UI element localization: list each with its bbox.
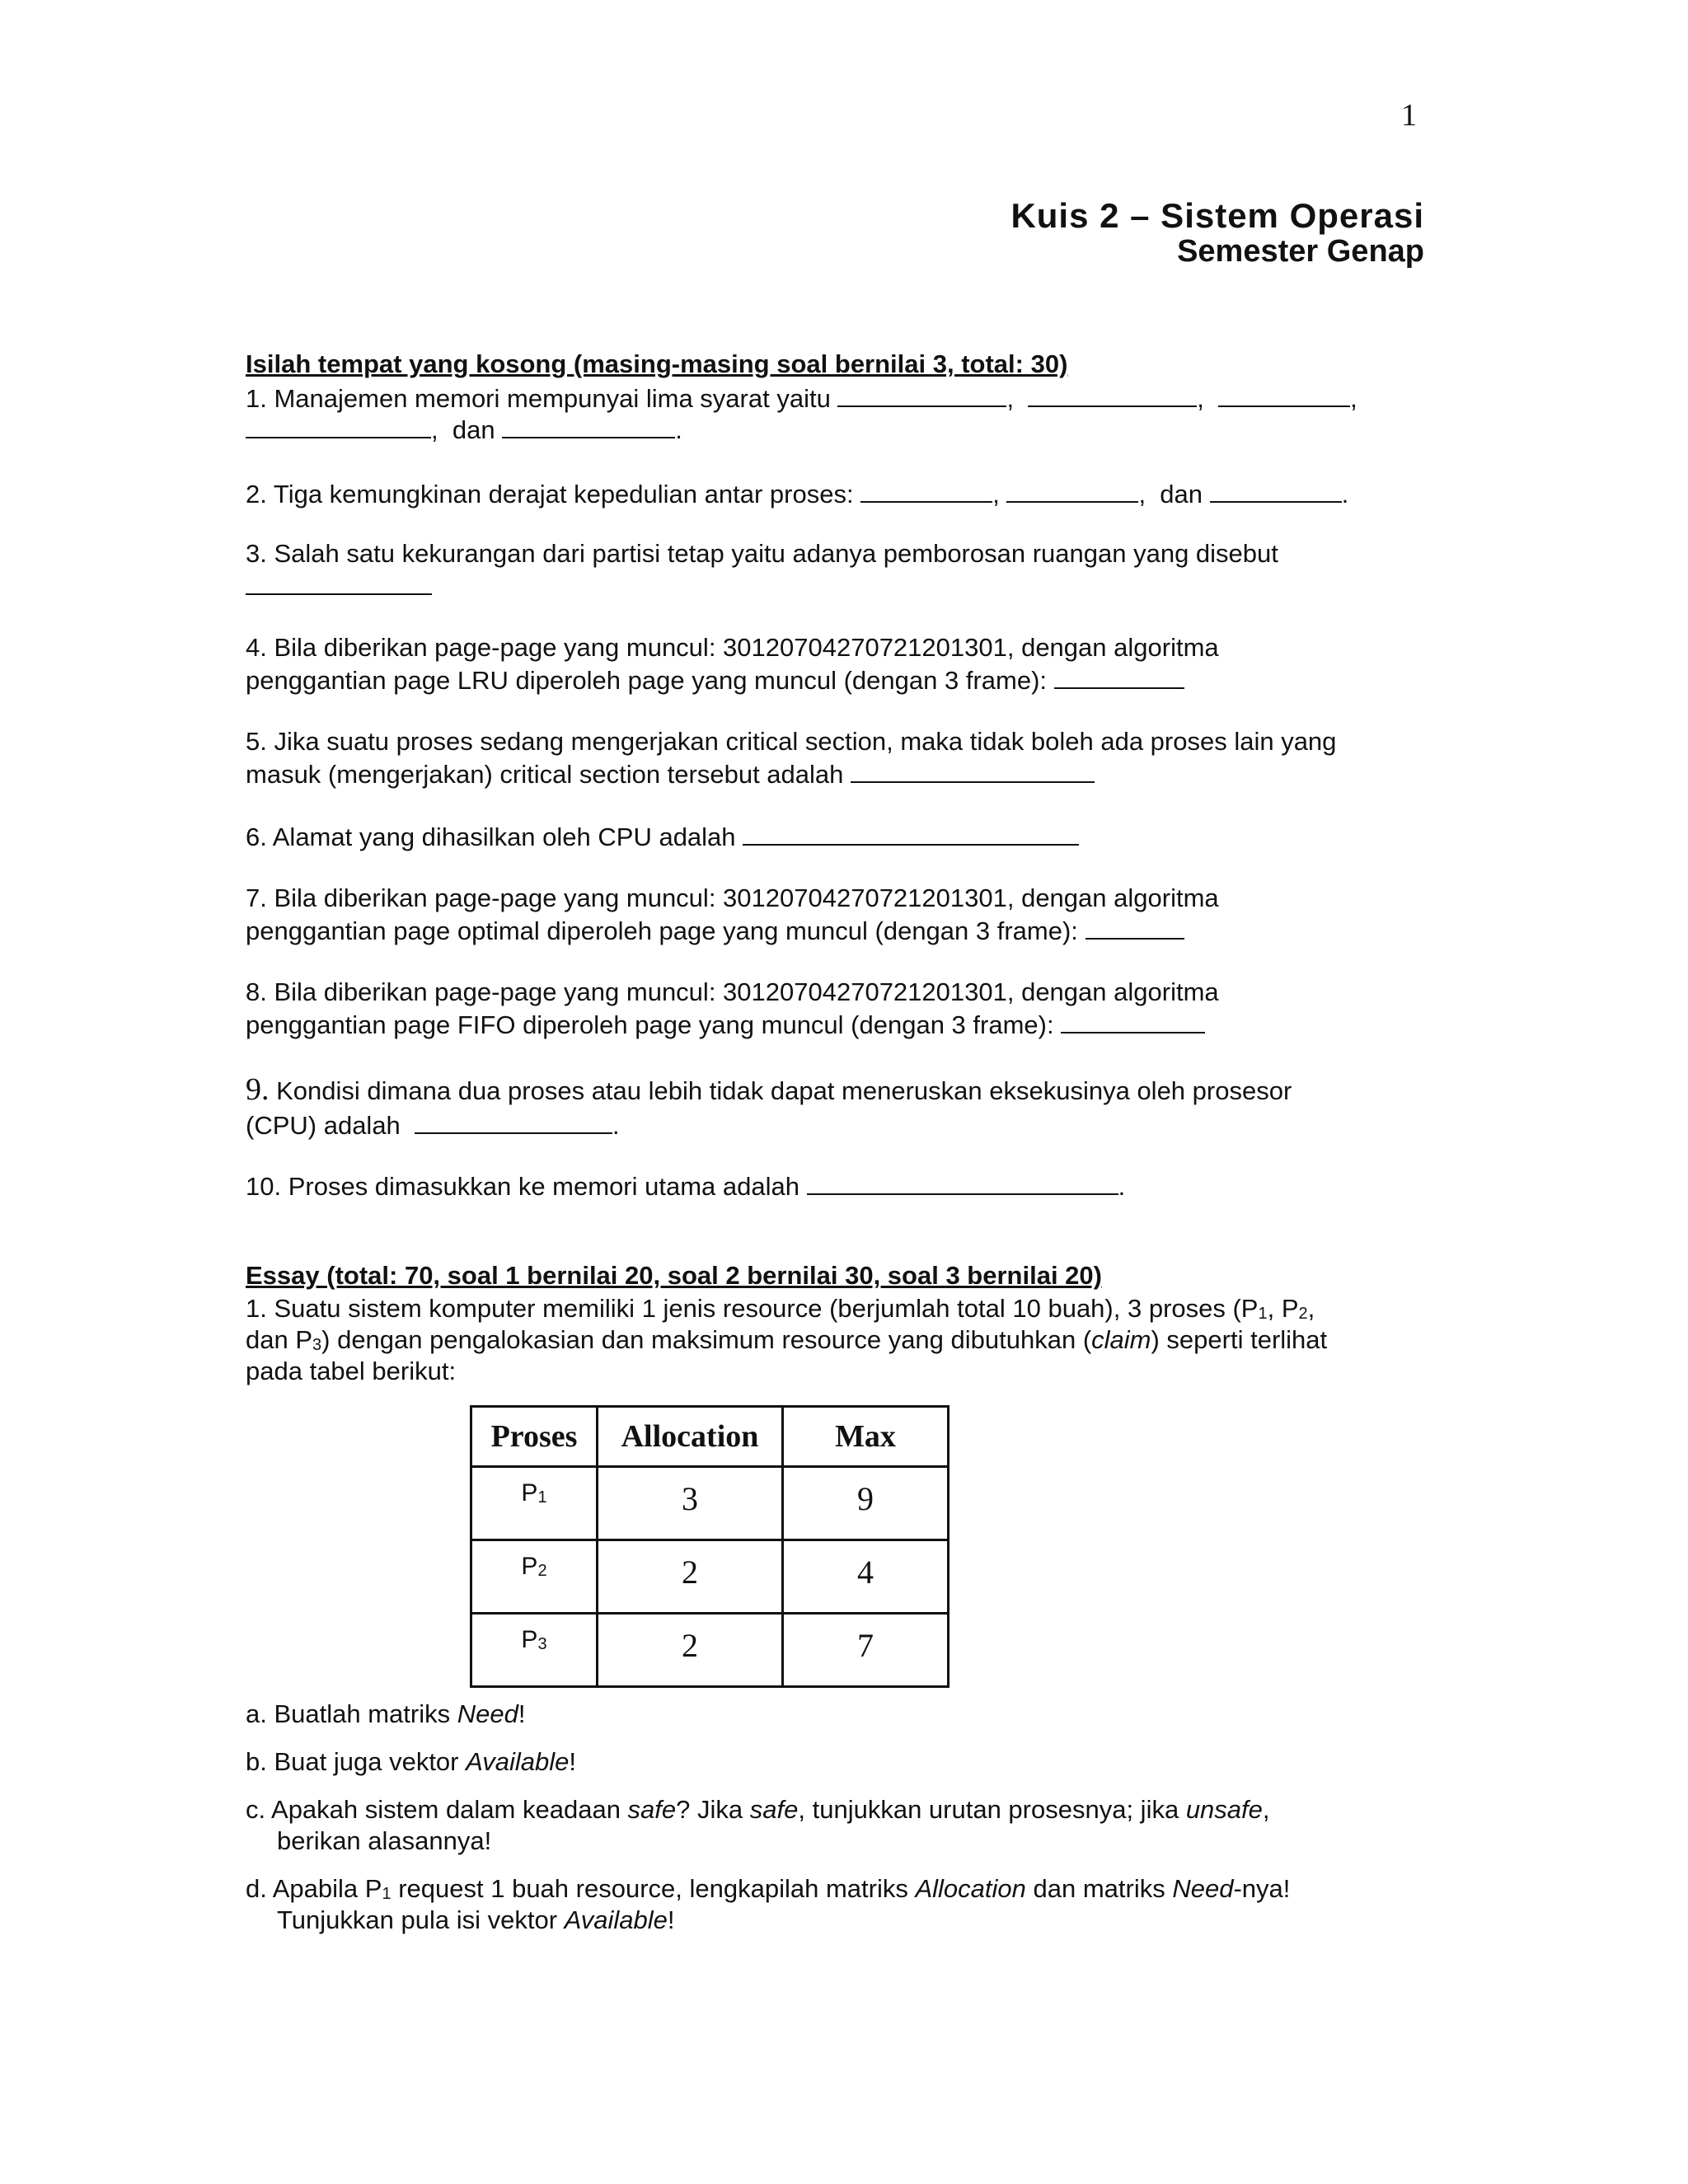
question-text: a. Buatlah matriks	[246, 1699, 457, 1728]
question-9-line-1	[246, 1071, 1292, 1108]
subscript: 1	[1258, 1305, 1268, 1323]
question-5-line-2	[246, 758, 1095, 790]
table-row	[471, 1614, 949, 1687]
question-3: 3. Salah satu kekurangan dari partisi tetap yaitu adanya pemborosan ruangan yang disebut	[246, 539, 1278, 568]
subscript: 2	[1298, 1305, 1308, 1323]
answer-blank	[1218, 382, 1350, 407]
question-text: !	[518, 1699, 526, 1728]
question-7-text: penggantian page optimal diperoleh page yang muncul (dengan 3 frame):	[246, 916, 1078, 945]
question-text: !	[667, 1905, 675, 1934]
subscript: 2	[537, 1562, 547, 1580]
essay-question-d-line-2	[246, 1905, 675, 1935]
section-heading-fill-in: Isilah tempat yang kosong (masing-masing soal bernilai 3, total: 30)	[246, 349, 1068, 378]
essay-1-claim: claim	[1091, 1325, 1151, 1354]
essay-question-d-line-1	[246, 1874, 1290, 1904]
essay-1-text: , P	[1267, 1294, 1299, 1323]
answer-blank	[851, 758, 1095, 783]
question-2-text: 2. Tiga kemungkinan derajat kepedulian antar proses:	[246, 480, 854, 509]
process-cell	[471, 1614, 598, 1687]
question-5-line-1: 5. Jika suatu proses sedang mengerjakan critical section, maka tidak boleh ada proses lain yang	[246, 727, 1337, 756]
max-cell: 4	[783, 1540, 949, 1614]
table-row	[471, 1467, 949, 1540]
answer-blank	[502, 414, 675, 438]
essay-1-line-2	[246, 1325, 1327, 1355]
question-2: 2. Tiga kemungkinan derajat kepedulian antar proses: , , dan .	[246, 480, 1349, 509]
question-2-and: dan	[1160, 480, 1203, 509]
table-row	[471, 1540, 949, 1614]
question-emphasis: safe	[627, 1795, 677, 1824]
question-8-line-2	[246, 1009, 1205, 1040]
question-emphasis: Allocation	[915, 1874, 1026, 1903]
question-emphasis: safe	[749, 1795, 799, 1824]
subscript: 1	[382, 1885, 392, 1903]
answer-blank	[1210, 478, 1342, 503]
question-5-text: masuk (mengerjakan) critical section tersebut adalah	[246, 760, 844, 789]
essay-question-c-line-1	[246, 1795, 1270, 1825]
process-name: P	[521, 1479, 538, 1507]
question-6-text: 6. Alamat yang dihasilkan oleh CPU adalah	[246, 823, 736, 851]
essay-1-text: dan P	[246, 1325, 313, 1354]
essay-question-b	[246, 1747, 576, 1777]
question-text: b. Buat juga vektor	[246, 1747, 467, 1776]
table-header-row	[471, 1407, 949, 1467]
answer-blank	[1006, 478, 1138, 503]
allocation-cell: 2	[598, 1614, 783, 1687]
answer-blank	[807, 1170, 1118, 1195]
question-emphasis: Need	[457, 1699, 518, 1728]
page-number: 1	[1401, 98, 1417, 133]
answer-blank	[246, 570, 432, 595]
column-header-max: Max	[783, 1407, 949, 1467]
answer-blank	[1028, 382, 1197, 407]
question-1-line-1: 1. Manajemen memori mempunyai lima syarat yaitu , , ,	[246, 384, 1357, 413]
question-8-text: penggantian page FIFO diperoleh page yang muncul (dengan 3 frame):	[246, 1010, 1054, 1039]
essay-question-c-line-2: berikan alasannya!	[277, 1826, 492, 1855]
question-emphasis: unsafe	[1185, 1795, 1263, 1824]
answer-blank	[1061, 1009, 1205, 1033]
essay-1-line-1	[246, 1294, 1315, 1324]
essay-1-line-3: pada tabel berikut:	[246, 1357, 457, 1385]
process-cell	[471, 1540, 598, 1614]
subscript: 3	[312, 1336, 322, 1354]
question-text: Tunjukkan pula isi vektor	[277, 1905, 565, 1934]
max-cell: 9	[783, 1467, 949, 1540]
document-subtitle: Semester Genap	[1177, 234, 1424, 269]
essay-1-text: ) dengan pengalokasian dan maksimum resource yang dibutuhkan (	[321, 1325, 1092, 1354]
answer-blank	[1054, 664, 1184, 689]
question-9-text: Kondisi dimana dua proses atau lebih tidak dapat meneruskan eksekusinya oleh prosesor	[276, 1076, 1292, 1105]
question-3-blank-line	[246, 570, 432, 602]
question-6	[246, 821, 1079, 852]
question-9-number: 9.	[246, 1072, 270, 1107]
subscript: 3	[537, 1635, 547, 1653]
column-header-allocation: Allocation	[598, 1407, 783, 1467]
question-text: -nya!	[1233, 1874, 1291, 1903]
question-4-line-1: 4. Bila diberikan page-page yang muncul: 30120704270721201301, dengan algoritma	[246, 633, 1219, 662]
answer-blank	[415, 1109, 612, 1134]
allocation-table	[470, 1405, 950, 1688]
question-9-line-2: (CPU) adalah .	[246, 1111, 620, 1140]
question-1-line-2: , dan .	[246, 414, 682, 445]
question-1-text: 1. Manajemen memori mempunyai lima syarat yaitu	[246, 384, 831, 413]
question-7-line-1: 7. Bila diberikan page-page yang muncul: 30120704270721201301, dengan algoritma	[246, 883, 1219, 912]
question-text: !	[569, 1747, 576, 1776]
column-header-proses: Proses	[471, 1407, 598, 1467]
question-emphasis: Available	[564, 1905, 668, 1934]
allocation-cell: 3	[598, 1467, 783, 1540]
max-cell: 7	[783, 1614, 949, 1687]
question-7-line-2	[246, 915, 1184, 946]
question-10-text: 10. Proses dimasukkan ke memori utama adalah	[246, 1172, 799, 1201]
question-1-and: dan	[452, 415, 495, 444]
question-text: ,	[1262, 1795, 1270, 1824]
answer-blank	[246, 414, 431, 438]
essay-question-a	[246, 1699, 525, 1729]
section-heading-essay: Essay (total: 70, soal 1 bernilai 20, soal 2 bernilai 30, soal 3 bernilai 20)	[246, 1261, 1102, 1290]
question-text: ? Jika	[676, 1795, 750, 1824]
answer-blank	[837, 382, 1006, 407]
question-emphasis: Need	[1172, 1874, 1234, 1903]
process-cell	[471, 1467, 598, 1540]
question-text: dan matriks	[1025, 1874, 1173, 1903]
process-name: P	[521, 1626, 538, 1653]
essay-1-text: ) seperti terlihat	[1151, 1325, 1328, 1354]
question-9-text-2: (CPU) adalah	[246, 1111, 401, 1140]
question-text: d. Apabila P	[246, 1874, 382, 1903]
process-name: P	[521, 1553, 538, 1580]
answer-blank	[860, 478, 992, 503]
document-title: Kuis 2 – Sistem Operasi	[1010, 196, 1424, 235]
question-4-text: penggantian page LRU diperoleh page yang muncul (dengan 3 frame):	[246, 666, 1048, 695]
essay-1-text: 1. Suatu sistem komputer memiliki 1 jenis resource (berjumlah total 10 buah), 3 proses (P	[246, 1294, 1259, 1323]
question-text: request 1 buah resource, lengkapilah matriks	[391, 1874, 916, 1903]
subscript: 1	[537, 1488, 547, 1507]
allocation-cell: 2	[598, 1540, 783, 1614]
question-text: , tunjukkan urutan prosesnya; jika	[798, 1795, 1186, 1824]
essay-1-text: ,	[1307, 1294, 1315, 1323]
question-4-line-2	[246, 664, 1184, 696]
question-text: c. Apakah sistem dalam keadaan	[246, 1795, 628, 1824]
question-emphasis: Available	[466, 1747, 570, 1776]
question-8-line-1: 8. Bila diberikan page-page yang muncul: 30120704270721201301, dengan algoritma	[246, 977, 1219, 1006]
answer-blank	[1085, 915, 1184, 940]
answer-blank	[743, 821, 1079, 846]
question-10: 10. Proses dimasukkan ke memori utama adalah .	[246, 1172, 1126, 1201]
